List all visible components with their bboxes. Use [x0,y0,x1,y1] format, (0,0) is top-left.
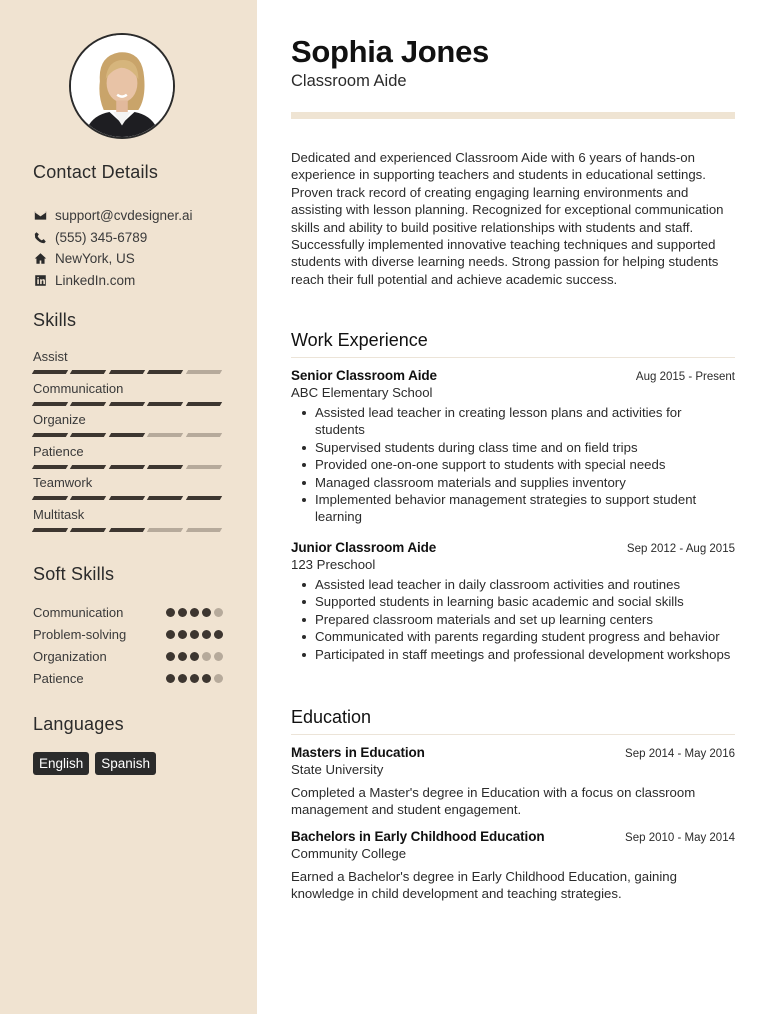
rating-dot [202,608,211,617]
skill-rating-bar [33,465,223,469]
contact-email-text: support@cvdesigner.ai [55,208,193,224]
soft-skill-rating [166,652,223,661]
profile-summary: Dedicated and experienced Classroom Aide with 6 years of hands-on experience in supporting teachers and students in educational settings. Proven track record of creating engaging learning environments and assisting with lesson planning. Recognized for exceptional communication skills and ability to build positive relationships with students and staff. Successfully implemented innovative teaching techniques and supported students with diverse learning needs. Strong passion for helping students reach their full potential and achieve academic success. [291,150,724,287]
skill-rating-segment [185,496,222,500]
skill-rating-segment [109,433,146,437]
job-bullet: Communicated with parents regarding student progress and behavior [291,628,735,645]
skill-rating-segment [32,433,69,437]
profile-photo [69,33,175,139]
rating-dot [178,630,187,639]
contact-location-text: NewYork, US [55,251,135,267]
skill-name: Assist [33,349,68,364]
skill-rating-segment [185,402,222,406]
job-bullet: Implemented behavior management strategies to support student learning [291,491,735,526]
skill-item [33,380,223,412]
skills-list [33,348,223,538]
rating-dot [202,630,211,639]
candidate-role: Classroom Aide [291,72,407,90]
skill-rating-segment [70,370,107,374]
skill-rating-segment [32,370,69,374]
skill-rating-segment [109,496,146,500]
soft-skills-heading: Soft Skills [33,564,115,584]
phone-icon [33,230,47,244]
skills-heading: Skills [33,310,77,330]
rating-dot [190,652,199,661]
rating-dot [202,652,211,661]
skill-item [33,474,223,506]
soft-skill-rating [166,630,223,639]
job-bullet: Supported students in learning basic academic and social skills [291,593,735,610]
contact-linkedin[interactable] [33,270,243,292]
skill-item [33,348,223,380]
skill-rating-segment [32,496,69,500]
education-entry [291,745,735,819]
rating-dot [214,652,223,661]
skill-rating-segment [185,528,222,532]
skill-name: Teamwork [33,475,93,491]
skill-rating-segment [185,370,222,374]
degree-title: Masters in Education [291,745,425,760]
skill-rating-segment [70,528,107,532]
rating-dot [178,674,187,683]
skill-rating-segment [147,528,184,532]
language-badge: English [33,752,89,775]
skill-rating-segment [109,465,146,469]
job-dates: Aug 2015 - Present [635,371,735,383]
rating-dot [202,674,211,683]
rating-dot [190,630,199,639]
contact-email[interactable] [33,205,243,227]
job-title: Senior Classroom Aide [291,368,437,383]
education-dates: Sep 2010 - May 2014 [625,832,735,844]
rating-dot [166,608,175,617]
skill-rating-segment [147,370,184,374]
job-employer: ABC Elementary School [291,385,433,400]
job-entry [291,540,735,663]
skill-rating-segment [70,402,107,406]
skill-rating-segment [147,496,184,500]
job-employer: 123 Preschool [291,557,376,572]
education-entry [291,829,735,903]
skill-rating-bar [33,370,223,374]
rating-dot [178,652,187,661]
skill-name: Communication [33,380,124,396]
skill-rating-segment [109,370,146,374]
soft-skill-item [33,623,223,645]
job-title: Junior Classroom Aide [291,540,437,555]
soft-skill-name: Communication [33,604,124,620]
soft-skill-item [33,667,223,689]
skill-item [33,411,223,443]
contact-phone-text: (555) 345-6789 [55,229,148,245]
person-portrait-icon [71,35,173,137]
candidate-name: Sophia Jones [291,34,489,69]
school-name: Community College [291,846,407,861]
job-bullet: Assisted lead teacher in daily classroom activities and routines [291,576,735,593]
header-divider [291,112,735,119]
job-entry [291,368,735,526]
rating-dot [166,652,175,661]
languages-list [33,752,156,775]
soft-skill-item [33,645,223,667]
skill-rating-segment [185,433,222,437]
skill-rating-bar [33,433,223,437]
skill-rating-segment [147,433,184,437]
rating-dot [214,630,223,639]
sidebar [0,0,257,1014]
skill-rating-segment [70,465,107,469]
job-bullet: Prepared classroom materials and set up learning centers [291,611,735,628]
linkedin-icon [33,274,47,288]
skill-rating-bar [33,496,223,500]
skill-name: Patience [33,443,84,459]
rating-dot [166,630,175,639]
job-bullets [291,576,735,663]
job-bullets [291,404,735,526]
job-bullet: Supervised students during class time and on field trips [291,439,735,456]
contact-linkedin-text: LinkedIn.com [55,273,136,289]
degree-title: Bachelors in Early Childhood Education [291,829,545,844]
skill-rating-segment [109,402,146,406]
job-bullet: Assisted lead teacher in creating lesson plans and activities for students [291,404,735,439]
contact-location [33,248,243,270]
skill-rating-segment [32,402,69,406]
soft-skill-name: Organization [33,648,107,664]
skill-rating-segment [32,528,69,532]
skill-rating-segment [185,465,222,469]
school-name: State University [291,762,384,777]
rating-dot [214,674,223,683]
job-dates: Sep 2012 - Aug 2015 [626,543,735,555]
skill-name: Multitask [33,506,85,522]
skill-rating-segment [32,465,69,469]
envelope-icon [33,209,47,223]
rating-dot [214,608,223,617]
rating-dot [178,608,187,617]
language-badge: Spanish [95,752,156,775]
skill-rating-segment [109,528,146,532]
skill-rating-segment [70,496,107,500]
skill-rating-bar [33,528,223,532]
soft-skills-list [33,601,223,689]
rating-dot [190,608,199,617]
contact-heading: Contact Details [33,162,159,182]
skill-rating-bar [33,402,223,406]
job-bullet: Participated in staff meetings and professional development workshops [291,646,735,663]
skill-rating-segment [147,465,184,469]
education-description: Completed a Master's degree in Education with a focus on classroom management and student engagement. [291,785,696,818]
skill-item [33,443,223,475]
education-heading: Education [291,707,735,735]
job-bullet: Managed classroom materials and supplies inventory [291,474,735,491]
work-experience-heading: Work Experience [291,330,735,358]
skill-rating-segment [147,402,184,406]
contact-list [33,205,243,291]
education-description: Earned a Bachelor's degree in Early Childhood Education, gaining knowledge in child development and teaching strategies. [291,869,677,902]
education-dates: Sep 2014 - May 2016 [625,748,735,760]
rating-dot [190,674,199,683]
soft-skill-rating [166,608,223,617]
languages-heading: Languages [33,714,124,734]
skill-rating-segment [70,433,107,437]
skill-item [33,506,223,538]
home-icon [33,252,47,266]
skill-name: Organize [33,412,86,428]
contact-phone[interactable] [33,227,243,249]
soft-skill-item [33,601,223,623]
soft-skill-name: Problem-solving [33,626,127,642]
rating-dot [166,674,175,683]
job-bullet: Provided one-on-one support to students with special needs [291,456,735,473]
soft-skill-name: Patience [33,670,84,686]
soft-skill-rating [166,674,223,683]
